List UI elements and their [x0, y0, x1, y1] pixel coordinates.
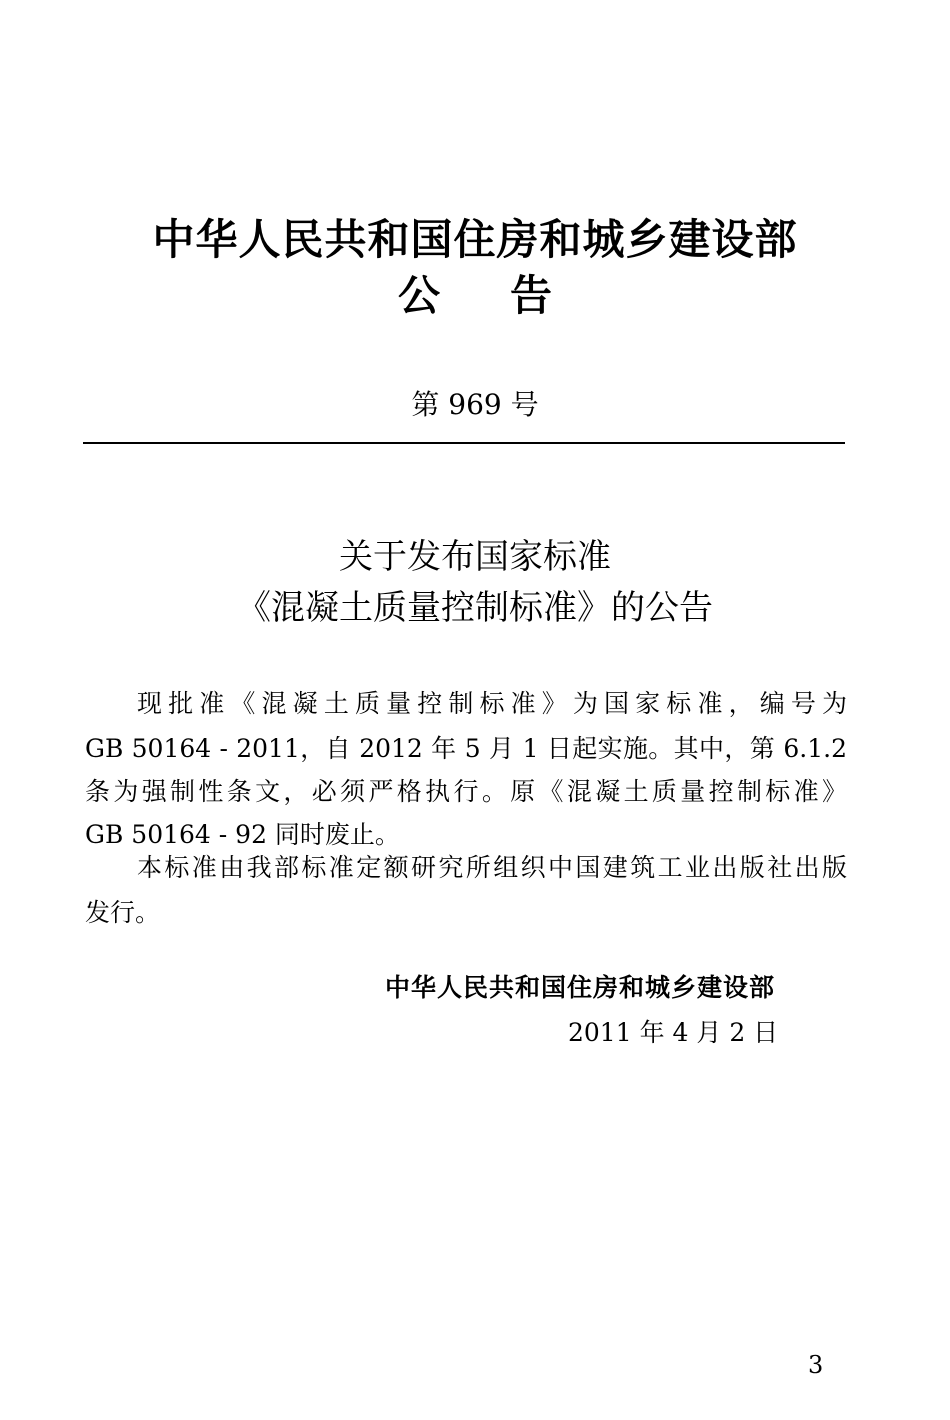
body-paragraph-1-line-3: 条为强制性条文，必须严格执行。原《混凝土质量控制标准》	[85, 777, 847, 806]
body-paragraph-1-line-1: 现批准《混凝土质量控制标准》为国家标准，编号为	[137, 689, 847, 718]
subject-line-2: 《混凝土质量控制标准》的公告	[237, 588, 713, 628]
notice-title	[0, 268, 950, 324]
notice-title-char-1: 公	[397, 271, 440, 320]
notice-number: 第 969 号	[411, 388, 539, 421]
signature-date: 2011 年 4 月 2 日	[568, 1018, 779, 1047]
ministry-title: 中华人民共和国住房和城乡建设部	[152, 215, 798, 264]
notice-title-char-2: 告	[510, 271, 553, 320]
body-paragraph-2-line-2: 发行。	[85, 898, 161, 927]
page-number: 3	[808, 1351, 824, 1379]
header-divider	[83, 442, 845, 444]
subject-line-1: 关于发布国家标准	[339, 537, 611, 577]
body-paragraph-2-line-1: 本标准由我部标准定额研究所组织中国建筑工业出版社出版	[137, 853, 847, 882]
body-paragraph-1-line-4: GB 50164 - 92 同时废止。	[85, 820, 400, 849]
signature-organization: 中华人民共和国住房和城乡建设部	[385, 973, 776, 1002]
body-paragraph-1-line-2: GB 50164 - 2011，自 2012 年 5 月 1 日起实施。其中，第 6.1.2	[85, 734, 847, 763]
